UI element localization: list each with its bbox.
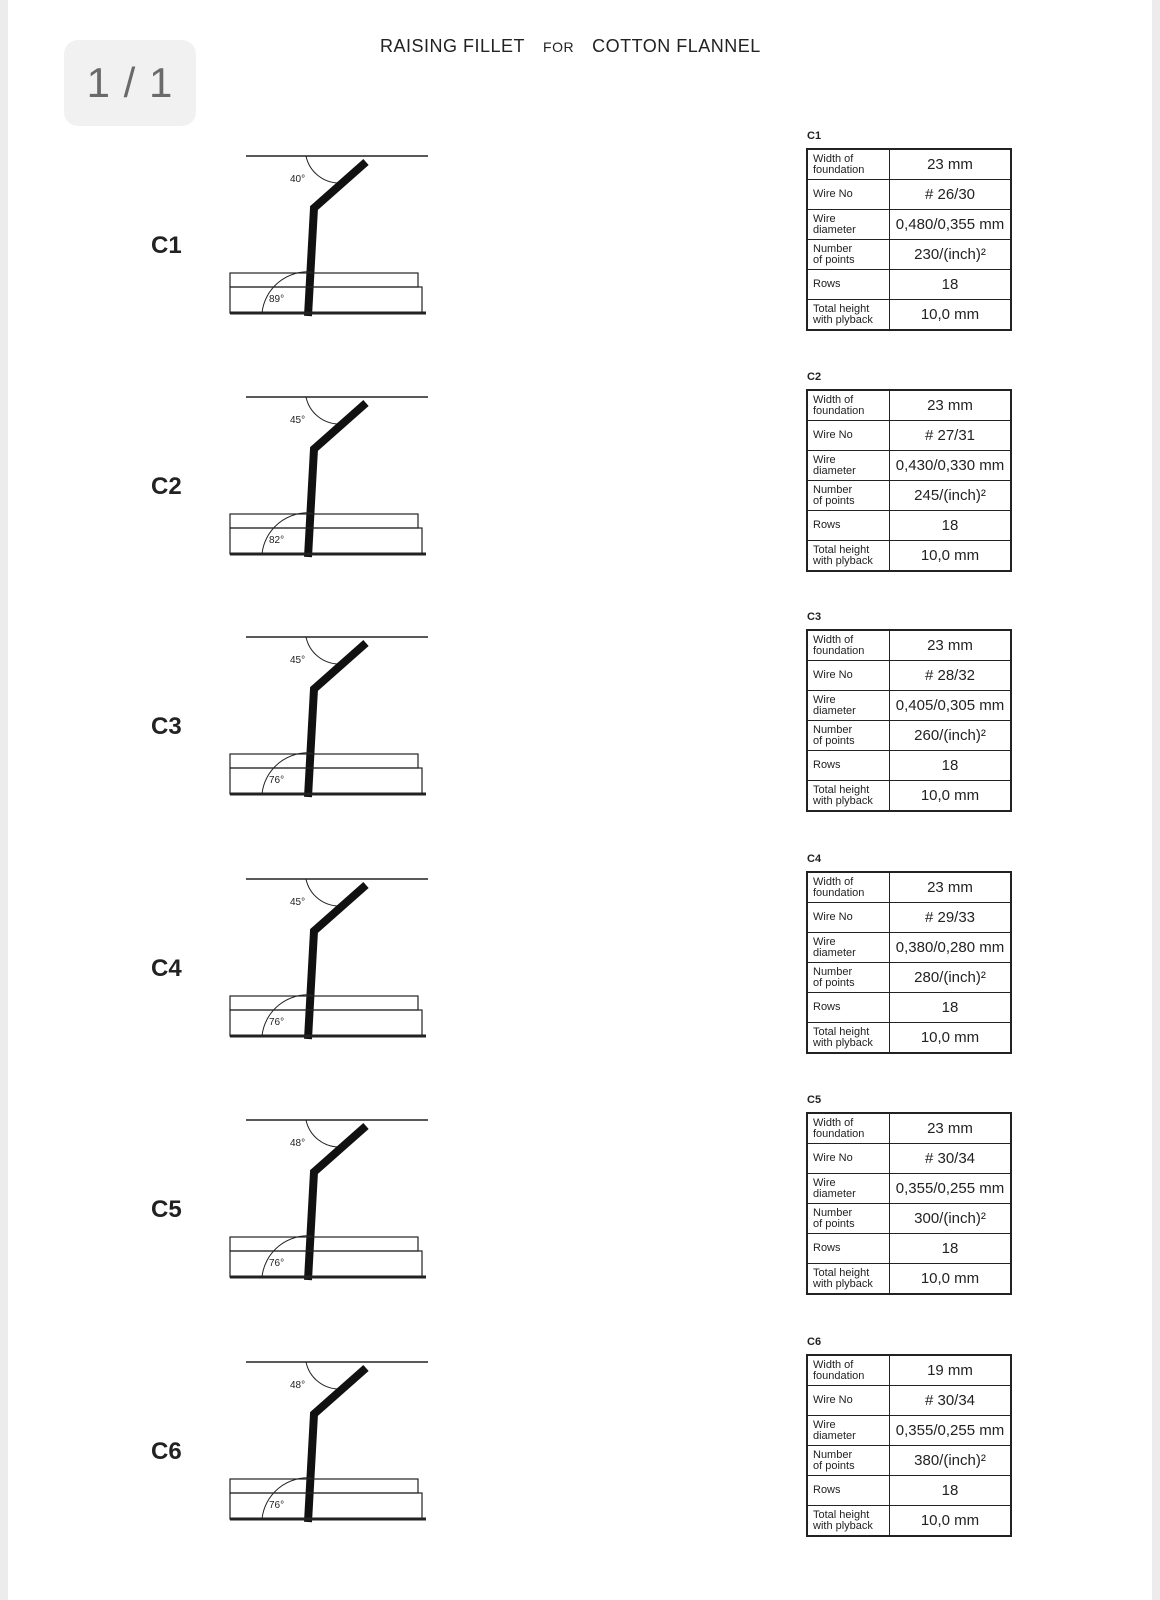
spec-row-wire-no bbox=[807, 421, 1011, 451]
spec-row-total-height bbox=[807, 781, 1011, 812]
spec-value: # 27/31 bbox=[890, 421, 1012, 451]
spec-row-width bbox=[807, 1113, 1011, 1144]
table-code: C5 bbox=[807, 1094, 822, 1106]
spec-value: 23 mm bbox=[890, 630, 1012, 661]
label-line: Wire bbox=[813, 693, 836, 706]
table-code: C1 bbox=[807, 130, 822, 142]
spec-value: # 30/34 bbox=[890, 1386, 1012, 1416]
label-line: Number bbox=[813, 723, 853, 736]
spec-value: 260/(inch)² bbox=[890, 721, 1012, 751]
spec-value: 19 mm bbox=[890, 1355, 1012, 1386]
fillet-section-c2 bbox=[8, 371, 1152, 611]
label-line: Width of bbox=[813, 152, 854, 165]
label-line: Wire bbox=[813, 453, 836, 466]
label-line: Width of bbox=[813, 1358, 854, 1371]
bottom-angle-label: 76° bbox=[269, 1258, 285, 1269]
spec-row-rows bbox=[807, 270, 1011, 300]
label-line: Wire bbox=[813, 1176, 836, 1189]
spec-row-wire-no bbox=[807, 1144, 1011, 1174]
spec-row-total-height bbox=[807, 1506, 1011, 1537]
spec-value: 0,480/0,355 mm bbox=[890, 210, 1012, 240]
spec-value: 280/(inch)² bbox=[890, 963, 1012, 993]
label-line: Wire bbox=[813, 935, 836, 948]
spec-value: 18 bbox=[890, 751, 1012, 781]
label-line: Wire No bbox=[807, 421, 890, 451]
top-angle-label: 45° bbox=[290, 655, 306, 666]
title-for: FOR bbox=[543, 39, 575, 55]
spec-value: 18 bbox=[890, 270, 1012, 300]
label-line: Rows bbox=[807, 751, 890, 781]
label-line: Number bbox=[813, 1448, 853, 1461]
spec-value: 300/(inch)² bbox=[890, 1204, 1012, 1234]
label-line: with plyback bbox=[813, 1036, 873, 1049]
fillet-section-c5 bbox=[8, 1094, 1152, 1334]
spec-table bbox=[806, 1112, 1012, 1295]
label-line: Wire No bbox=[807, 1386, 890, 1416]
label-line: Wire bbox=[813, 1418, 836, 1431]
label-line: foundation bbox=[813, 1369, 865, 1382]
spec-row-width bbox=[807, 630, 1011, 661]
spec-value: 18 bbox=[890, 1476, 1012, 1506]
table-code: C4 bbox=[807, 853, 822, 865]
spec-row-number-of-points bbox=[807, 481, 1011, 511]
label-line: of points bbox=[813, 1217, 855, 1230]
label-line: with plyback bbox=[813, 1519, 873, 1532]
spec-value: 230/(inch)² bbox=[890, 240, 1012, 270]
wire-diagram bbox=[228, 150, 458, 340]
table-code: C6 bbox=[807, 1336, 822, 1348]
label-line: of points bbox=[813, 494, 855, 507]
spec-row-width bbox=[807, 390, 1011, 421]
spec-value: 18 bbox=[890, 511, 1012, 541]
label-line: diameter bbox=[813, 704, 856, 717]
spec-row-wire-diameter bbox=[807, 691, 1011, 721]
label-line: foundation bbox=[813, 1127, 865, 1140]
spec-table bbox=[806, 871, 1012, 1054]
fillet-section-c3 bbox=[8, 611, 1152, 851]
spec-row-total-height bbox=[807, 1023, 1011, 1054]
label-line: foundation bbox=[813, 644, 865, 657]
section-code: C3 bbox=[151, 713, 182, 740]
spec-table bbox=[806, 148, 1012, 331]
label-line: foundation bbox=[813, 404, 865, 417]
label-line: diameter bbox=[813, 1429, 856, 1442]
bottom-angle-label: 82° bbox=[269, 535, 285, 546]
label-line: Rows bbox=[807, 993, 890, 1023]
label-line: Width of bbox=[813, 633, 854, 646]
spec-value: 23 mm bbox=[890, 1113, 1012, 1144]
spec-row-wire-no bbox=[807, 180, 1011, 210]
wire-diagram bbox=[228, 1356, 458, 1546]
spec-value: 0,430/0,330 mm bbox=[890, 451, 1012, 481]
top-angle-label: 45° bbox=[290, 415, 306, 426]
spec-row-wire-diameter bbox=[807, 1174, 1011, 1204]
top-angle-label: 48° bbox=[290, 1138, 306, 1149]
spec-value: 380/(inch)² bbox=[890, 1446, 1012, 1476]
spec-row-width bbox=[807, 872, 1011, 903]
document-page bbox=[8, 0, 1152, 1600]
spec-row-wire-no bbox=[807, 661, 1011, 691]
label-line: Width of bbox=[813, 393, 854, 406]
label-line: Number bbox=[813, 1206, 853, 1219]
spec-table bbox=[806, 389, 1012, 572]
page-counter: 1 / 1 bbox=[64, 40, 196, 126]
fillet-section-c6 bbox=[8, 1336, 1152, 1576]
spec-value: 18 bbox=[890, 1234, 1012, 1264]
spec-table bbox=[806, 1354, 1012, 1537]
spec-row-total-height bbox=[807, 541, 1011, 572]
label-line: foundation bbox=[813, 886, 865, 899]
bottom-angle-label: 76° bbox=[269, 1017, 285, 1028]
label-line: diameter bbox=[813, 946, 856, 959]
table-code: C2 bbox=[807, 371, 822, 383]
document-title bbox=[380, 36, 761, 57]
spec-value: 23 mm bbox=[890, 872, 1012, 903]
label-line: Number bbox=[813, 242, 853, 255]
wire-diagram bbox=[228, 391, 458, 581]
spec-row-number-of-points bbox=[807, 1204, 1011, 1234]
label-line: Number bbox=[813, 483, 853, 496]
spec-row-width bbox=[807, 149, 1011, 180]
label-line: Wire No bbox=[807, 180, 890, 210]
top-angle-label: 40° bbox=[290, 174, 306, 185]
section-code: C4 bbox=[151, 955, 182, 982]
label-line: Rows bbox=[807, 1476, 890, 1506]
label-line: Total height bbox=[813, 783, 870, 796]
label-line: Rows bbox=[807, 1234, 890, 1264]
label-line: of points bbox=[813, 253, 855, 266]
spec-row-wire-no bbox=[807, 903, 1011, 933]
spec-row-total-height bbox=[807, 1264, 1011, 1295]
spec-row-wire-diameter bbox=[807, 451, 1011, 481]
label-line: Number bbox=[813, 965, 853, 978]
spec-value: 10,0 mm bbox=[890, 781, 1012, 812]
label-line: Total height bbox=[813, 1266, 870, 1279]
label-line: Total height bbox=[813, 1508, 870, 1521]
spec-table bbox=[806, 629, 1012, 812]
label-line: Width of bbox=[813, 875, 854, 888]
label-line: Total height bbox=[813, 543, 870, 556]
spec-value: 10,0 mm bbox=[890, 1264, 1012, 1295]
spec-value: 0,355/0,255 mm bbox=[890, 1416, 1012, 1446]
label-line: Total height bbox=[813, 302, 870, 315]
label-line: with plyback bbox=[813, 554, 873, 567]
spec-value: 10,0 mm bbox=[890, 1023, 1012, 1054]
wire-diagram bbox=[228, 631, 458, 821]
top-angle-label: 45° bbox=[290, 897, 306, 908]
title-part1: RAISING FILLET bbox=[380, 36, 526, 56]
label-line: Wire No bbox=[807, 903, 890, 933]
label-line: Wire No bbox=[807, 1144, 890, 1174]
label-line: Rows bbox=[807, 511, 890, 541]
spec-row-wire-diameter bbox=[807, 1416, 1011, 1446]
wire-diagram bbox=[228, 873, 458, 1063]
spec-value: # 29/33 bbox=[890, 903, 1012, 933]
section-code: C5 bbox=[151, 1196, 182, 1223]
spec-row-wire-diameter bbox=[807, 933, 1011, 963]
spec-row-number-of-points bbox=[807, 240, 1011, 270]
spec-value: 0,380/0,280 mm bbox=[890, 933, 1012, 963]
label-line: of points bbox=[813, 976, 855, 989]
label-line: with plyback bbox=[813, 1277, 873, 1290]
spec-row-rows bbox=[807, 751, 1011, 781]
spec-row-number-of-points bbox=[807, 1446, 1011, 1476]
spec-value: 10,0 mm bbox=[890, 300, 1012, 331]
fillet-section-c1 bbox=[8, 130, 1152, 370]
label-line: of points bbox=[813, 734, 855, 747]
spec-row-rows bbox=[807, 1476, 1011, 1506]
title-part2: COTTON FLANNEL bbox=[592, 36, 761, 56]
spec-value: 0,405/0,305 mm bbox=[890, 691, 1012, 721]
spec-value: # 28/32 bbox=[890, 661, 1012, 691]
spec-value: # 26/30 bbox=[890, 180, 1012, 210]
label-line: diameter bbox=[813, 464, 856, 477]
label-line: of points bbox=[813, 1459, 855, 1472]
label-line: Width of bbox=[813, 1116, 854, 1129]
spec-row-rows bbox=[807, 1234, 1011, 1264]
section-code: C2 bbox=[151, 473, 182, 500]
spec-row-wire-diameter bbox=[807, 210, 1011, 240]
label-line: with plyback bbox=[813, 313, 873, 326]
spec-value: 18 bbox=[890, 993, 1012, 1023]
label-line: Total height bbox=[813, 1025, 870, 1038]
bottom-angle-label: 89° bbox=[269, 294, 285, 305]
label-line: with plyback bbox=[813, 794, 873, 807]
spec-row-width bbox=[807, 1355, 1011, 1386]
spec-value: # 30/34 bbox=[890, 1144, 1012, 1174]
spec-value: 23 mm bbox=[890, 390, 1012, 421]
label-line: diameter bbox=[813, 1187, 856, 1200]
spec-row-number-of-points bbox=[807, 963, 1011, 993]
fillet-section-c4 bbox=[8, 853, 1152, 1093]
spec-row-wire-no bbox=[807, 1386, 1011, 1416]
label-line: Rows bbox=[807, 270, 890, 300]
spec-value: 0,355/0,255 mm bbox=[890, 1174, 1012, 1204]
spec-row-rows bbox=[807, 511, 1011, 541]
spec-row-total-height bbox=[807, 300, 1011, 331]
spec-value: 10,0 mm bbox=[890, 1506, 1012, 1537]
spec-value: 10,0 mm bbox=[890, 541, 1012, 572]
label-line: foundation bbox=[813, 163, 865, 176]
section-code: C1 bbox=[151, 232, 182, 259]
label-line: Wire bbox=[813, 212, 836, 225]
spec-value: 245/(inch)² bbox=[890, 481, 1012, 511]
spec-value: 23 mm bbox=[890, 149, 1012, 180]
label-line: Wire No bbox=[807, 661, 890, 691]
wire-diagram bbox=[228, 1114, 458, 1304]
top-angle-label: 48° bbox=[290, 1380, 306, 1391]
spec-row-number-of-points bbox=[807, 721, 1011, 751]
bottom-angle-label: 76° bbox=[269, 775, 285, 786]
table-code: C3 bbox=[807, 611, 822, 623]
bottom-angle-label: 76° bbox=[269, 1500, 285, 1511]
label-line: diameter bbox=[813, 223, 856, 236]
section-code: C6 bbox=[151, 1438, 182, 1465]
spec-row-rows bbox=[807, 993, 1011, 1023]
